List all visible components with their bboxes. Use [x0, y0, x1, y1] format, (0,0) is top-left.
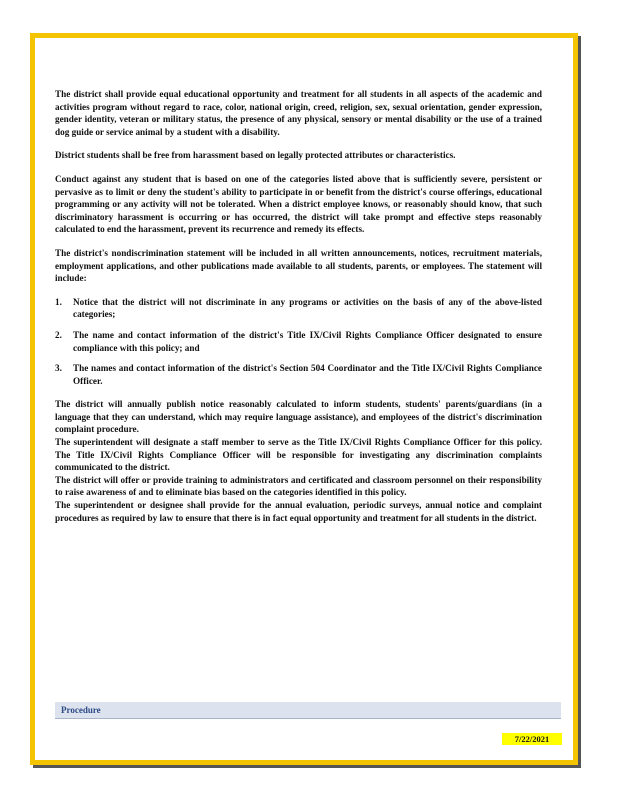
list-item-number: 3. [55, 363, 62, 374]
date-badge [502, 733, 562, 745]
list-item [55, 329, 542, 354]
list-item-number: 1. [55, 296, 62, 307]
list-item-number: 2. [55, 329, 62, 340]
list-item-text: Notice that the district will not discriminate in any programs or activities on the basis of any of the above-listed categories; [73, 296, 542, 320]
footer-label: Procedure [61, 705, 101, 715]
paragraph-annual-notice: The district will annually publish notice reasonably calculated to inform students, students' parents/guardians (in a language that they can understand, which may require language assistance), and employees of the district's discrimination complaint procedure. [55, 399, 542, 435]
list-item-text: The names and contact information of the district's Section 504 Coordinator and the Title IX/Civil Rights Compliance Officer. [73, 363, 542, 386]
paragraph-conduct: Conduct against any student that is based on one of the categories listed above that is sufficiently severe, persistent or pervasive as to limit or deny the student's ability to participate in or benefit from the district's course offerings, educational programming or any activity will not be tolerated. When a district employee knows, or reasonably should know, that such discriminatory harassment is occurring or has occurred, the district will take prompt and effective steps reasonably calculated to end the harassment, prevent its recurrence and remedy its effects. [55, 173, 542, 235]
paragraph-harassment: District students shall be free from harassment based on legally protected attributes or characteristics. [55, 150, 456, 161]
paragraph-statement: The district's nondiscrimination statement will be included in all written announcements, notices, recruitment materials, employment applications, and other publications made available to all students, parents, or employees. The statement will include: [55, 247, 542, 284]
date-text: 7/22/2021 [514, 734, 550, 744]
list-item [55, 362, 542, 387]
paragraph-equal-opportunity: The district shall provide equal educational opportunity and treatment for all students in all aspects of the academic and activities program without regard to race, color, national origin, creed, religion, sex, sexual orientation, gender expression, gender identity, veteran or military status, the presence of any physical, sensory or mental disability or the use of a trained dog guide or service animal by a student with a disability. [55, 89, 542, 137]
paragraph-evaluation: The superintendent or designee shall provide for the annual evaluation, periodic surveys, annual notice and complaint procedures as required by law to ensure that there is in fact equal opportunity and treatment for all students in the district. [55, 500, 542, 523]
statement-list [55, 296, 542, 388]
policy-body [55, 88, 542, 524]
footer-procedure-bar [55, 702, 561, 719]
paragraph-training: The district will offer or provide training to administrators and certificated and classroom personnel on their responsibility to raise awareness of and to eliminate bias based on the categories identified in this policy. [55, 474, 542, 498]
list-item-text: The name and contact information of the district's Title IX/Civil Rights Compliance Officer designated to ensure compliance with this policy; and [73, 329, 542, 353]
list-item [55, 296, 542, 321]
paragraph-compliance-officer: The superintendent will designate a staff member to serve as the Title IX/Civil Rights Compliance Officer for this policy. The Title IX/Civil Rights Compliance Officer will be responsible for investigating any discrimination complaints communicated to the district. [55, 437, 542, 473]
